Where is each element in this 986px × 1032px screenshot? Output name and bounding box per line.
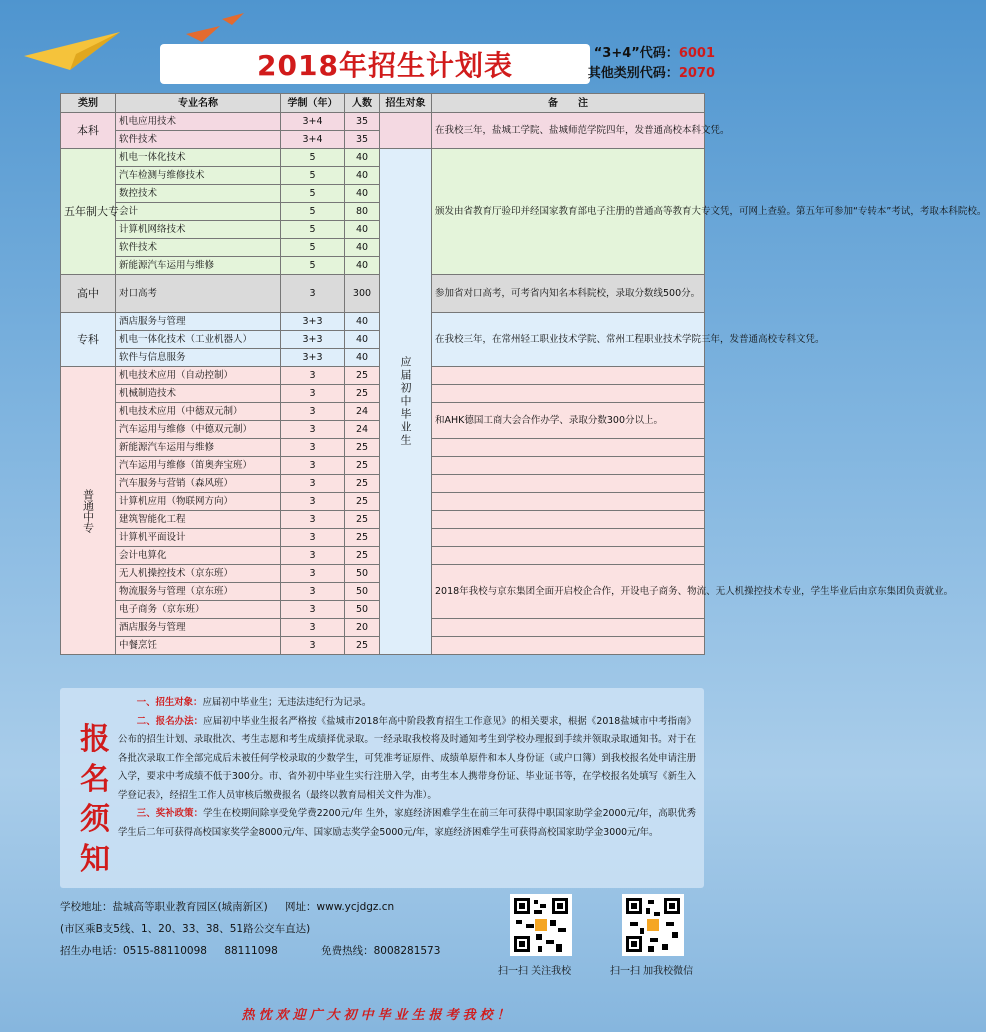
school-codes [588, 44, 715, 84]
remark-cell: 颁发由省教育厅验印并经国家教育部电子注册的普通高等教育大专文凭，可网上查验。第五年可参加“专转本”考试，考取本科院校。 [432, 149, 705, 275]
phone-label: 招生办电话： [60, 945, 123, 957]
years-cell: 3+3 [281, 331, 345, 349]
major-cell: 机械制造技术 [116, 385, 281, 403]
qr1-label: 扫一扫 关注我校 [498, 966, 572, 977]
qr2-label: 扫一扫 加我校微信 [610, 966, 694, 977]
notice-body [118, 694, 696, 842]
years-cell: 3 [281, 619, 345, 637]
remark-cell-empty [432, 637, 705, 655]
major-cell: 汽车运用与维修（中德双元制） [116, 421, 281, 439]
count-cell: 40 [345, 257, 380, 275]
major-cell: 机电一体化技术 [116, 149, 281, 167]
years-cell: 3 [281, 511, 345, 529]
contact-footer [60, 896, 520, 962]
remark-cell: 在我校三年，在常州轻工职业技术学院、常州工程职业技术学院三年，发普通高校专科文凭。 [432, 313, 705, 367]
years-cell: 3+3 [281, 349, 345, 367]
notice-item-1-text: 应届初中毕业生；无违法违纪行为记录。 [202, 697, 372, 708]
paper-plane-tiny-icon [222, 12, 246, 26]
count-cell: 40 [345, 167, 380, 185]
remark-cell-empty [432, 367, 705, 385]
major-cell: 电子商务（京东班） [116, 601, 281, 619]
major-cell: 机电技术应用（中德双元制） [116, 403, 281, 421]
remark-cell-empty [432, 457, 705, 475]
years-cell: 3+3 [281, 313, 345, 331]
count-cell: 35 [345, 113, 380, 131]
notice-item-1 [118, 694, 696, 713]
major-cell: 建筑智能化工程 [116, 511, 281, 529]
count-cell: 40 [345, 149, 380, 167]
years-cell: 3 [281, 637, 345, 655]
code-other-label: 其他类别代码： [587, 66, 679, 81]
major-cell: 软件与信息服务 [116, 349, 281, 367]
table-row [61, 113, 705, 131]
website-link[interactable]: www.ycjdgz.cn [316, 901, 395, 913]
major-cell: 新能源汽车运用与维修 [116, 439, 281, 457]
count-cell: 35 [345, 131, 380, 149]
count-cell: 25 [345, 547, 380, 565]
bus-info: (市区乘B支5线、1、20、33、38、51路公交车直达) [60, 923, 311, 935]
category-cell: 五年制大专 [61, 149, 116, 275]
notice-item-2-label: 二、报名办法： [136, 715, 204, 727]
count-cell: 25 [345, 529, 380, 547]
count-cell: 25 [345, 457, 380, 475]
qr-code-icon[interactable] [510, 894, 572, 956]
years-cell: 3 [281, 385, 345, 403]
remark-cell-empty [432, 511, 705, 529]
major-cell: 计算机网络技术 [116, 221, 281, 239]
paper-plane-icon [24, 28, 124, 78]
years-cell: 3 [281, 439, 345, 457]
major-cell: 对口高考 [116, 275, 281, 313]
address-row [60, 896, 520, 918]
major-cell: 会计 [116, 203, 281, 221]
qr-code-icon[interactable] [622, 894, 684, 956]
header-major: 专业名称 [116, 94, 281, 113]
count-cell: 24 [345, 403, 380, 421]
notice-item-3-text: 学生在校期间除享受免学费2200元/年 生外，家庭经济困难学生在前三年可获得中职国家助学金2000元/年，高职优秀学生后二年可获得高校国家奖学金8000元/年、国家励志奖学金5000元/年，家庭经济困难学生可获得高校国家助学金3000元/年。 [118, 808, 696, 838]
target-cell-blank [380, 113, 432, 149]
count-cell: 20 [345, 619, 380, 637]
slogan: 热忱欢迎广大初中毕业生报考我校！ [241, 1008, 514, 1023]
remark-cell: 参加省对口高考，可考省内知名本科院校，录取分数线500分。 [432, 275, 705, 313]
category-cell: 专科 [61, 313, 116, 367]
count-cell: 25 [345, 637, 380, 655]
address-label: 学校地址： [60, 901, 113, 913]
address-text: 盐城高等职业教育园区(城南新区) [112, 901, 268, 913]
count-cell: 25 [345, 439, 380, 457]
count-cell: 25 [345, 475, 380, 493]
major-cell: 计算机平面设计 [116, 529, 281, 547]
major-cell: 汽车运用与维修（笛奥奔宝班） [116, 457, 281, 475]
count-cell: 40 [345, 313, 380, 331]
major-cell: 酒店服务与管理 [116, 313, 281, 331]
years-cell: 5 [281, 239, 345, 257]
code-34-label: “3+4”代码： [593, 46, 679, 61]
count-cell: 40 [345, 239, 380, 257]
years-cell: 3 [281, 601, 345, 619]
years-cell: 3 [281, 493, 345, 511]
years-cell: 3 [281, 421, 345, 439]
remark-cell-empty [432, 475, 705, 493]
count-cell: 50 [345, 601, 380, 619]
page-title: 2018年招生计划表 [257, 49, 513, 82]
target-cell: 应届初中毕业生 [380, 149, 432, 655]
count-cell: 25 [345, 385, 380, 403]
remark-cell: 和AHK德国工商大会合作办学、录取分数300分以上。 [432, 403, 705, 439]
notice-title: 报名须知 [80, 722, 110, 877]
years-cell: 3 [281, 475, 345, 493]
notice-item-2 [118, 713, 696, 806]
major-cell: 机电技术应用（自动控制） [116, 367, 281, 385]
count-cell: 50 [345, 583, 380, 601]
table-header-row [61, 94, 705, 113]
major-cell: 物流服务与管理（京东班） [116, 583, 281, 601]
years-cell: 3+4 [281, 113, 345, 131]
notice-item-1-label: 一、招生对象： [136, 697, 203, 708]
website-label: 网址： [285, 901, 317, 913]
paper-plane-small-icon [186, 24, 222, 44]
count-cell: 24 [345, 421, 380, 439]
header-remark: 备 注 [432, 94, 705, 113]
category-cell: 本科 [61, 113, 116, 149]
major-cell: 中餐烹饪 [116, 637, 281, 655]
remark-cell-empty [432, 385, 705, 403]
count-cell: 40 [345, 185, 380, 203]
major-cell: 新能源汽车运用与维修 [116, 257, 281, 275]
category-cell: 高中 [61, 275, 116, 313]
years-cell: 5 [281, 203, 345, 221]
major-cell: 计算机应用（物联网方向） [116, 493, 281, 511]
years-cell: 3 [281, 565, 345, 583]
remark-cell: 在我校三年，盐城工学院、盐城师范学院四年，发普通高校本科文凭。 [432, 113, 705, 149]
major-cell: 数控技术 [116, 185, 281, 203]
header-years: 学制（年） [281, 94, 345, 113]
count-cell: 300 [345, 275, 380, 313]
major-cell: 软件技术 [116, 131, 281, 149]
count-cell: 40 [345, 331, 380, 349]
category-cell: 普通中专 [61, 367, 116, 655]
notice-item-3-label: 三、奖补政策： [136, 808, 204, 819]
hotline-number[interactable]: 8008281573 [373, 945, 441, 957]
count-cell: 25 [345, 493, 380, 511]
count-cell: 80 [345, 203, 380, 221]
major-cell: 机电一体化技术（工业机器人） [116, 331, 281, 349]
years-cell: 3+4 [281, 131, 345, 149]
count-cell: 40 [345, 221, 380, 239]
header-target: 招生对象 [380, 94, 432, 113]
phone-number-1[interactable]: 0515-88110098 [123, 945, 207, 957]
years-cell: 3 [281, 583, 345, 601]
years-cell: 3 [281, 275, 345, 313]
code-34-value: 6001 [678, 46, 715, 61]
major-cell: 汽车服务与营销（森风班） [116, 475, 281, 493]
years-cell: 5 [281, 185, 345, 203]
years-cell: 5 [281, 149, 345, 167]
remark-cell: 2018年我校与京东集团全面开启校企合作，开设电子商务、物流、无人机操控技术专业，学生毕业后由京东集团负责就业。 [432, 565, 705, 619]
years-cell: 3 [281, 457, 345, 475]
bus-row [60, 918, 520, 940]
phone-number-2[interactable]: 88111098 [224, 945, 278, 957]
enrollment-plan-table [60, 93, 986, 655]
count-cell: 25 [345, 511, 380, 529]
header-category: 类别 [61, 94, 116, 113]
remark-cell-empty [432, 439, 705, 457]
phone-row [60, 940, 520, 962]
count-cell: 40 [345, 349, 380, 367]
table-row [61, 149, 705, 167]
hotline-label: 免费热线： [321, 945, 374, 957]
years-cell: 5 [281, 167, 345, 185]
years-cell: 5 [281, 221, 345, 239]
major-cell: 无人机操控技术（京东班） [116, 565, 281, 583]
years-cell: 3 [281, 529, 345, 547]
notice-item-3 [118, 805, 696, 842]
header-count: 人数 [345, 94, 380, 113]
major-cell: 汽车检测与维修技术 [116, 167, 281, 185]
remark-cell-empty [432, 619, 705, 637]
years-cell: 5 [281, 257, 345, 275]
remark-cell-empty [432, 529, 705, 547]
years-cell: 3 [281, 403, 345, 421]
years-cell: 3 [281, 367, 345, 385]
code-other-value: 2070 [678, 66, 715, 81]
count-cell: 25 [345, 367, 380, 385]
major-cell: 酒店服务与管理 [116, 619, 281, 637]
remark-cell-empty [432, 493, 705, 511]
count-cell: 50 [345, 565, 380, 583]
remark-cell-empty [432, 547, 705, 565]
notice-item-2-text: 应届初中毕业生报名严格按《盐城市2018年高中阶段教育招生工作意见》的相关要求，根据《2018盐城市中考指南》公布的招生计划、录取批次、考生志愿和考生成绩择优录取。一经录取我校将及时通知考生到学校办理报到手续并领取录取通知书。对于在各批次录取工作全部完成后未被任何学校录取的少数学生，可凭准考证原件、成绩单原件和本人身份证（或户口簿）到我校报名处申请注册入学，要求中考成绩不低于300分。市、省外初中毕业生实行注册入学，由考生本人携带身份证、毕业证书等，在学校报名处填写《新生入学登记表》，经招生工作人员审核后缴费报名（最终以教育局相关文件为准）。 [118, 715, 696, 801]
major-cell: 机电应用技术 [116, 113, 281, 131]
major-cell: 软件技术 [116, 239, 281, 257]
major-cell: 会计电算化 [116, 547, 281, 565]
years-cell: 3 [281, 547, 345, 565]
